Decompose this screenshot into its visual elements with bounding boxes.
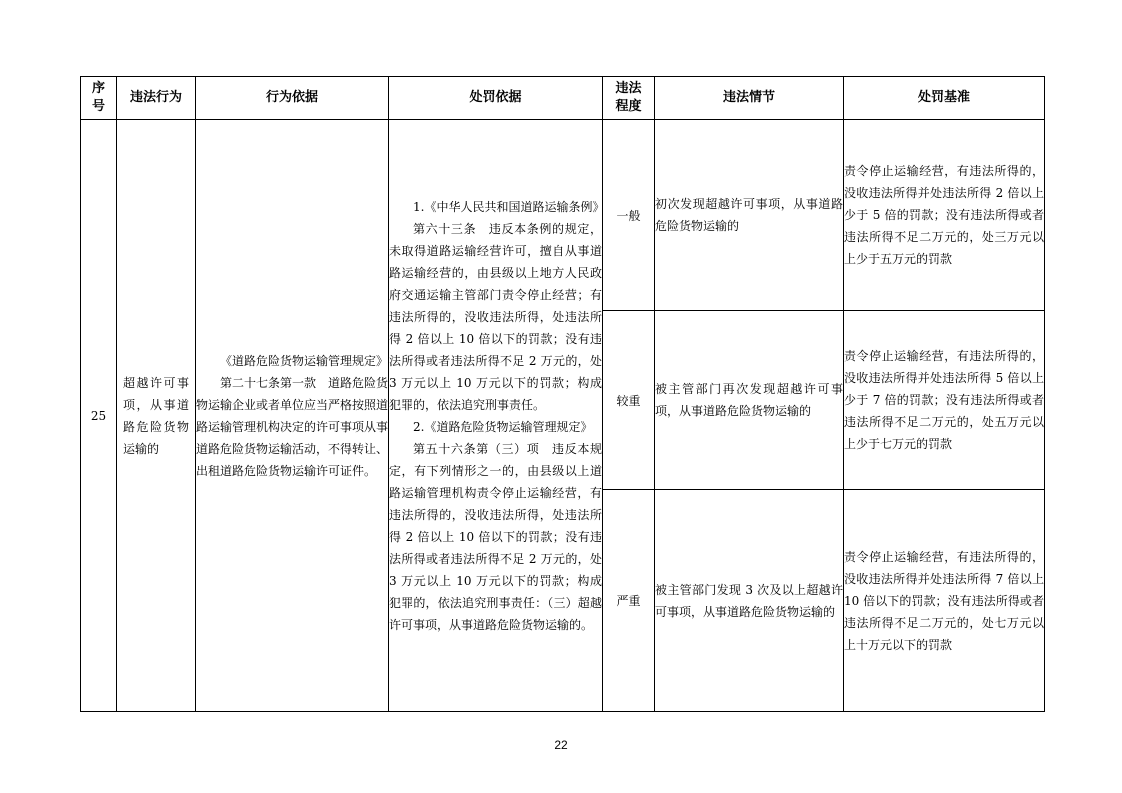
penalty-title-2: 2.《道路危险货物运输管理规定》 [413, 419, 593, 434]
header-no: 序 号 [81, 77, 117, 120]
circumstance-serious: 被主管部门再次发现超越许可事项，从事道路危险货物运输的 [655, 311, 844, 490]
degree-severe: 严重 [603, 490, 655, 712]
header-degree: 违法 程度 [603, 77, 655, 120]
header-standard: 处罚基准 [844, 77, 1045, 120]
header-row [81, 77, 1045, 120]
degree-serious: 较重 [603, 311, 655, 490]
header-basis: 行为依据 [196, 77, 389, 120]
violation-act: 超越许可事项，从事道路危险货物运输的 [117, 120, 196, 712]
penalty-text-1: 第六十三条 违反本条例的规定，未取得道路运输经营许可，擅自从事道路运输经营的，由县级以上地方人民政府交通运输主管部门责令停止经营；有违法所得的，没收违法所得，处违法所得 2 倍以上 10 倍以下的罚款；没有违法所得或者违法所得不足 2 万元的，处 3 万元以上 10 万元以下的罚款；构成犯罪的，依法追究刑事责任。 [389, 221, 602, 412]
standard-serious: 责令停止运输经营，有违法所得的，没收违法所得并处违法所得 5 倍以上少于 7 倍的罚款；没有违法所得或者违法所得不足二万元的，处五万元以上少于七万元的罚款 [844, 311, 1045, 490]
page-number: 22 [554, 738, 568, 752]
penalty-standard-table [80, 76, 1045, 712]
header-circumstance: 违法情节 [655, 77, 844, 120]
header-penalty-basis: 处罚依据 [389, 77, 603, 120]
behavior-basis [196, 120, 389, 712]
penalty-title-1: 1.《中华人民共和国道路运输条例》 [413, 199, 605, 214]
standard-severe: 责令停止运输经营，有违法所得的，没收违法所得并处违法所得 7 倍以上 10 倍以下的罚款；没有违法所得或者违法所得不足二万元的，处七万元以上十万元以下的罚款 [844, 490, 1045, 712]
basis-title: 《道路危险货物运输管理规定》 [220, 353, 389, 368]
row-number: 25 [81, 120, 117, 712]
basis-text: 第二十七条第一款 道路危险货物运输企业或者单位应当严格按照道路运输管理机构决定的许可事项从事道路危险货物运输活动，不得转让、出租道路危险货物运输许可证件。 [196, 375, 389, 478]
circumstance-general: 初次发现超越许可事项，从事道路危险货物运输的 [655, 120, 844, 311]
circumstance-severe: 被主管部门发现 3 次及以上超越许可事项，从事道路危险货物运输的 [655, 490, 844, 712]
standard-general: 责令停止运输经营，有违法所得的，没收违法所得并处违法所得 2 倍以上少于 5 倍的罚款；没有违法所得或者违法所得不足二万元的，处三万元以上少于五万元的罚款 [844, 120, 1045, 311]
table-row [81, 120, 1045, 311]
header-act: 违法行为 [117, 77, 196, 120]
penalty-text-2: 第五十六条第（三）项 违反本规定，有下列情形之一的，由县级以上道路运输管理机构责令停止运输经营，有违法所得的，没收违法所得，处违法所得 2 倍以上 10 倍以下的罚款；没有违法所得或者违法所得不足 2 万元的，处 3 万元以上 10 万元以下的罚款；构成犯罪的，依法追究刑事责任：（三）超越许可事项，从事道路危险货物运输的。 [389, 441, 602, 632]
degree-general: 一般 [603, 120, 655, 311]
penalty-basis [389, 120, 603, 712]
